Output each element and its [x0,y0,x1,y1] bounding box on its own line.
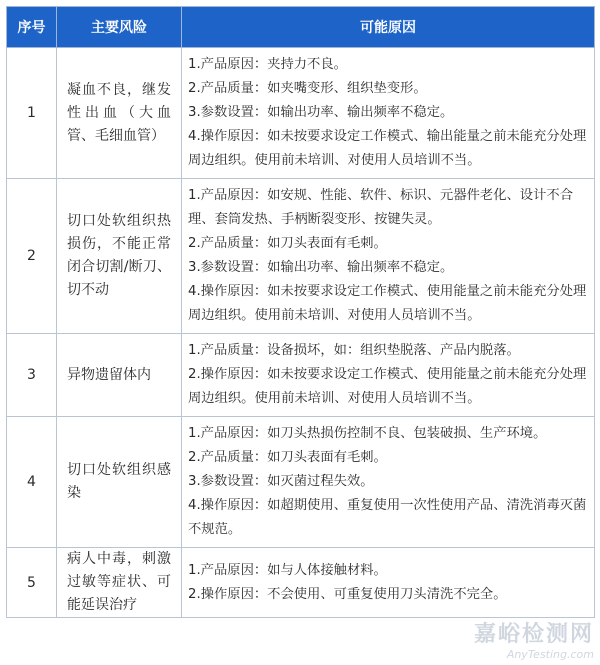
cause-item: 1.产品原因：夹持力不良。 [188,57,347,72]
watermark-en: AnyTesting.com [506,648,594,661]
risk-table [6,6,595,618]
row-risk: 异物遗留体内 [57,334,182,417]
row-risk: 切口处软组织热损伤，不能正常闭合切割/断刀、切不动 [57,179,182,334]
header-risk: 主要风险 [57,7,182,48]
row-index: 4 [7,417,57,548]
row-index: 3 [7,334,57,417]
row-index: 5 [7,548,57,618]
table-row [7,179,595,334]
row-risk: 切口处软组织感染 [57,417,182,548]
cause-item: 2.产品质量：如刀头表面有毛刺。 [188,236,387,251]
cause-item: 2.产品质量：如刀头表面有毛刺。 [188,450,387,465]
row-index: 2 [7,179,57,334]
cause-item: 2.产品质量：如夹嘴变形、组织垫变形。 [188,81,427,96]
cause-item: 3.参数设置：如输出功率、输出频率不稳定。 [188,105,454,120]
row-risk: 病人中毒，刺激过敏等症状、可能延误治疗 [57,548,182,618]
table-row [7,334,595,417]
header-causes: 可能原因 [182,7,595,48]
row-causes [182,179,595,334]
header-row [7,7,595,48]
row-causes [182,334,595,417]
row-causes [182,48,595,179]
cause-item: 3.参数设置：如输出功率、输出频率不稳定。 [188,260,454,275]
row-causes [182,548,595,618]
cause-item: 2.操作原因：不会使用、可重复使用刀头清洗不完全。 [188,586,507,602]
row-index: 1 [7,48,57,179]
table-row [7,548,595,618]
cause-item: 3.参数设置：如灭菌过程失效。 [188,474,374,489]
cause-item: 4.操作原因：如未按要求设定工作模式、使用能量之前未能充分处理周边组织。使用前未培训、对使用人员培训不当。 [188,284,587,323]
watermark-cn: 嘉峪检测网 [473,622,594,647]
row-risk: 凝血不良，继发性出血（大血管、毛细血管） [57,48,182,179]
cause-item: 1.产品原因：如与人体接触材料。 [188,562,387,578]
table-row [7,48,595,179]
header-index: 序号 [7,7,57,48]
cause-item: 1.产品质量：设备损坏，如：组织垫脱落、产品内脱落。 [188,343,520,358]
cause-item: 1.产品原因：如刀头热损伤控制不良、包装破损、生产环境。 [188,426,547,441]
cause-item: 4.操作原因：如超期使用、重复使用一次性使用产品、清洗消毒灭菌不规范。 [188,498,587,537]
cause-item: 2.操作原因：如未按要求设定工作模式、使用能量之前未能充分处理周边组织。使用前未培训、对使用人员培训不当。 [188,367,587,406]
table-row [7,417,595,548]
watermark-logo [474,617,594,661]
cause-item: 1.产品原因：如安规、性能、软件、标识、元器件老化、设计不合理、套筒发热、手柄断裂变形、按键失灵。 [188,188,573,227]
cause-item: 4.操作原因：如未按要求设定工作模式、输出能量之前未能充分处理周边组织。使用前未培训、对使用人员培训不当。 [188,129,587,168]
row-causes [182,417,595,548]
